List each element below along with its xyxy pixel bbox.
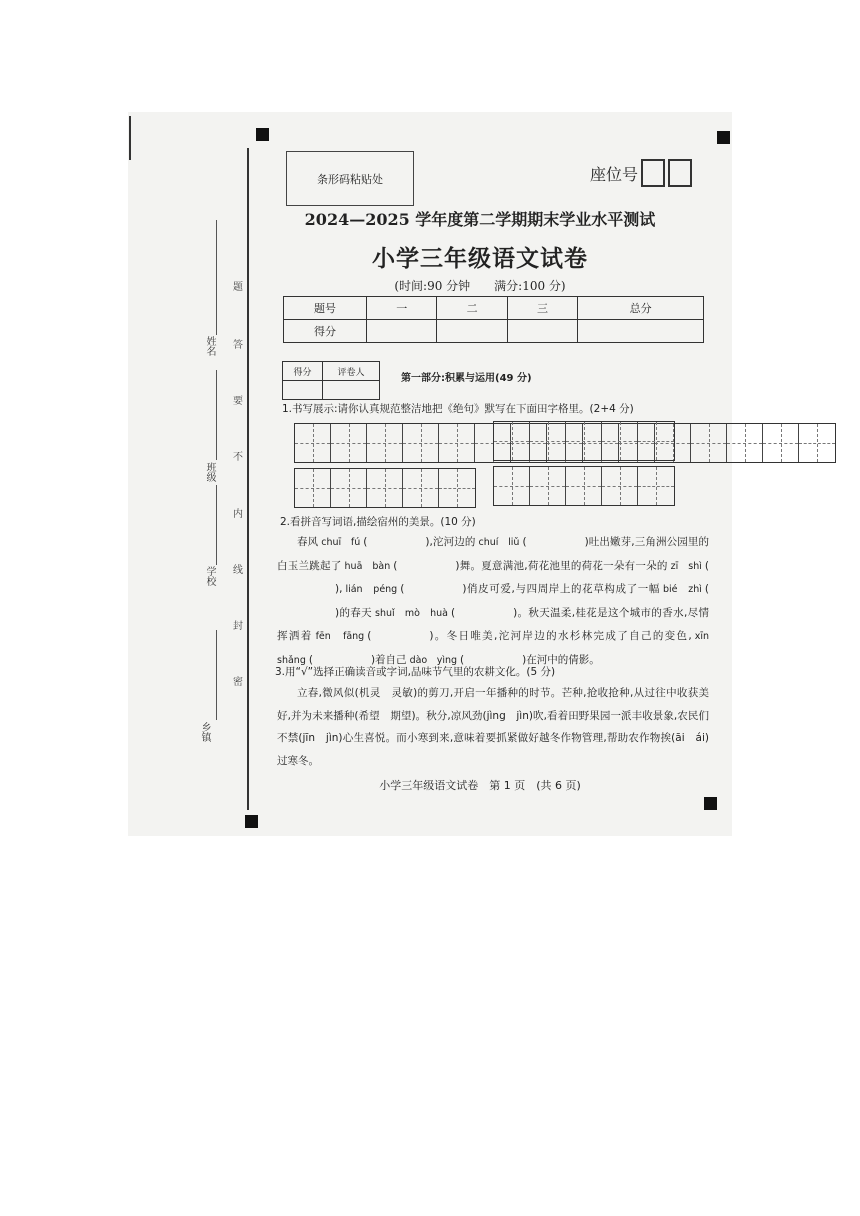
score-table-header-row bbox=[284, 297, 704, 320]
grid-cell bbox=[566, 467, 602, 505]
score-table-cell bbox=[437, 320, 507, 343]
passage-text: 作物挨(āi ái)过寒冬。 bbox=[277, 732, 709, 767]
question-2: 2.看拼音写词语,描绘宿州的美景。(10 分) bbox=[280, 516, 476, 528]
pinyin: zī shì bbox=[670, 560, 702, 572]
grid-cell bbox=[566, 422, 602, 460]
name-label: 姓名 bbox=[204, 336, 215, 356]
passage-text: )舞。夏意满池,荷花池里的荷花一朵有一朵的 bbox=[455, 559, 668, 572]
registration-mark-bottom-left bbox=[245, 815, 258, 828]
question-1: 1.书写展示:请你认真规范整洁地把《绝句》默写在下面田字格里。(2+4 分) bbox=[282, 403, 634, 415]
exam-time-score: (时间:90 分钟 满分:100 分) bbox=[394, 279, 566, 293]
grid-cell bbox=[439, 469, 475, 507]
grader-name-label: 评卷人 bbox=[322, 362, 379, 381]
pinyin: xīn shǎng bbox=[277, 631, 719, 666]
seat-number bbox=[590, 159, 692, 187]
registration-mark-top-right bbox=[717, 131, 730, 144]
grader-score-cell bbox=[283, 381, 323, 400]
score-table-cell: 一 bbox=[367, 297, 437, 320]
pinyin: dào yìng bbox=[409, 654, 458, 666]
passage-text: ( bbox=[400, 583, 405, 595]
passage-text: ( bbox=[393, 559, 398, 572]
grid-cell bbox=[727, 424, 763, 462]
passage-text: ( bbox=[363, 536, 368, 548]
township-underline bbox=[216, 630, 217, 720]
grid-cell bbox=[494, 422, 530, 460]
paper-title: 小学三年级语文试卷 bbox=[372, 245, 588, 272]
section-heading: 第一部分:积累与运用(49 分) bbox=[401, 373, 532, 384]
seal-char-da: 答 bbox=[233, 340, 243, 351]
score-table-cell: 得分 bbox=[284, 320, 367, 343]
passage-text: 获美好,并为未来播种(希望 期望)。秋分,凉风劲(jìng jìn)吹,看着田野果园一派丰收景 bbox=[277, 687, 710, 722]
grid-cell bbox=[367, 424, 403, 462]
seal-char-nei: 内 bbox=[233, 509, 243, 520]
passage-text: )在河中的倩影。 bbox=[522, 653, 600, 666]
grid-cell bbox=[295, 469, 331, 507]
grid-cell bbox=[494, 467, 530, 505]
pinyin: lián péng bbox=[345, 584, 398, 595]
question-2-passage bbox=[277, 531, 719, 672]
passage-text: )的春天 bbox=[335, 606, 372, 619]
passage-text: 园里的白玉兰跳起了 bbox=[277, 536, 710, 572]
pinyin: fēn fāng bbox=[315, 631, 365, 642]
school-underline bbox=[216, 485, 217, 565]
passage-text: 立春,微风似(机灵 灵敏)的剪刀,开启一年播种的时节。芒种,抢收抢种,从过往中收 bbox=[297, 687, 688, 699]
grid-cell bbox=[530, 422, 566, 460]
passage-text: ( bbox=[308, 653, 313, 666]
passage-text: ( bbox=[704, 559, 709, 572]
writing-grid-row2-right bbox=[493, 466, 675, 506]
page-footer: 小学三年级语文试卷 第 1 页 (共 6 页) bbox=[379, 779, 581, 792]
grid-cell bbox=[763, 424, 799, 462]
class-underline bbox=[216, 370, 217, 460]
seat-label: 座位号 bbox=[590, 164, 639, 184]
passage-text: 个城市的香水,尽情挥洒着 bbox=[277, 606, 709, 642]
grid-cell bbox=[367, 469, 403, 507]
grid-cell bbox=[439, 424, 475, 462]
seal-char-mi: 密 bbox=[233, 677, 243, 688]
registration-mark-top-left bbox=[256, 128, 269, 141]
passage-text: ), bbox=[335, 583, 343, 595]
township-label: 乡镇 bbox=[199, 722, 210, 742]
grid-cell bbox=[331, 469, 367, 507]
question-3: 3.用“√”选择正确读音或字词,品味节气里的农耕文化。(5 分) bbox=[275, 666, 556, 678]
seal-char-xian: 线 bbox=[233, 565, 243, 576]
pinyin: shuǐ mò huà bbox=[375, 607, 448, 619]
passage-text: 春风 bbox=[297, 536, 319, 548]
grid-cell bbox=[602, 467, 638, 505]
passage-text: ( bbox=[522, 536, 527, 548]
score-table-cell bbox=[578, 320, 704, 343]
exam-title: 2024—2025 学年度第二学期期末学业水平测试 bbox=[304, 210, 656, 229]
registration-mark-bottom-right bbox=[704, 797, 717, 810]
score-table-cell: 二 bbox=[437, 297, 507, 320]
passage-text: 自己的变色, bbox=[629, 630, 692, 642]
grader-table bbox=[282, 361, 380, 400]
seal-char-ti: 题 bbox=[233, 282, 243, 293]
passage-text: 象,农民们不禁(jīn jìn)心生喜悦。而小寒到来,意味着要抓紧做好越冬作物管理,帮助农 bbox=[277, 709, 709, 744]
passage-text: ( bbox=[450, 606, 456, 619]
score-table-cell: 总分 bbox=[578, 297, 704, 320]
score-table-cell bbox=[367, 320, 437, 343]
passage-text: ( bbox=[460, 653, 465, 666]
pinyin: chuí liǔ bbox=[478, 537, 520, 548]
pinyin: bié zhì bbox=[662, 584, 702, 595]
grid-cell bbox=[691, 424, 727, 462]
passage-text: )着自己 bbox=[370, 653, 407, 666]
passage-text: )吐出嫩芽,三角洲公 bbox=[584, 536, 678, 548]
passage-text: )。冬日唯美,沱河岸边的水杉林完成了 bbox=[429, 630, 630, 642]
barcode-label: 条形码粘贴处 bbox=[317, 172, 383, 186]
grid-cell bbox=[295, 424, 331, 462]
seat-box-2 bbox=[668, 159, 692, 187]
scan-edge-line bbox=[129, 116, 131, 160]
passage-text: ),沱河边的 bbox=[425, 536, 476, 548]
school-label: 学校 bbox=[204, 566, 215, 586]
passage-text: )俏皮可爱,与四周岸上的花草构成了一幅 bbox=[462, 583, 660, 595]
name-underline bbox=[216, 220, 217, 335]
writing-grid-row2-left bbox=[294, 468, 476, 508]
class-label: 班级 bbox=[204, 462, 215, 482]
seat-box-1 bbox=[641, 159, 665, 187]
score-table-cell: 题号 bbox=[284, 297, 367, 320]
grid-cell bbox=[602, 422, 638, 460]
pinyin: chuī fú bbox=[321, 537, 361, 548]
question-3-passage bbox=[277, 682, 709, 772]
grader-score-label: 得分 bbox=[283, 362, 323, 381]
pinyin: huā bàn bbox=[344, 560, 391, 572]
grid-cell bbox=[331, 424, 367, 462]
score-table-cell: 三 bbox=[507, 297, 577, 320]
grid-cell bbox=[530, 467, 566, 505]
seal-char-bu: 不 bbox=[233, 452, 243, 463]
seal-char-feng: 封 bbox=[233, 621, 243, 632]
grid-cell bbox=[403, 469, 439, 507]
grid-cell bbox=[638, 467, 674, 505]
grader-name-cell bbox=[322, 381, 379, 400]
passage-text: )。秋天温柔,桂花是这 bbox=[513, 606, 619, 619]
score-table-cell bbox=[507, 320, 577, 343]
binding-line bbox=[247, 148, 249, 810]
score-table bbox=[283, 296, 704, 343]
writing-grid-row1-right bbox=[493, 421, 675, 461]
grid-cell bbox=[799, 424, 835, 462]
score-table-score-row bbox=[284, 320, 704, 343]
passage-text: ( bbox=[704, 583, 709, 595]
seal-char-yao: 要 bbox=[233, 396, 243, 407]
barcode-area bbox=[286, 151, 414, 206]
grid-cell bbox=[403, 424, 439, 462]
grid-cell bbox=[638, 422, 674, 460]
passage-text: ( bbox=[367, 630, 372, 642]
